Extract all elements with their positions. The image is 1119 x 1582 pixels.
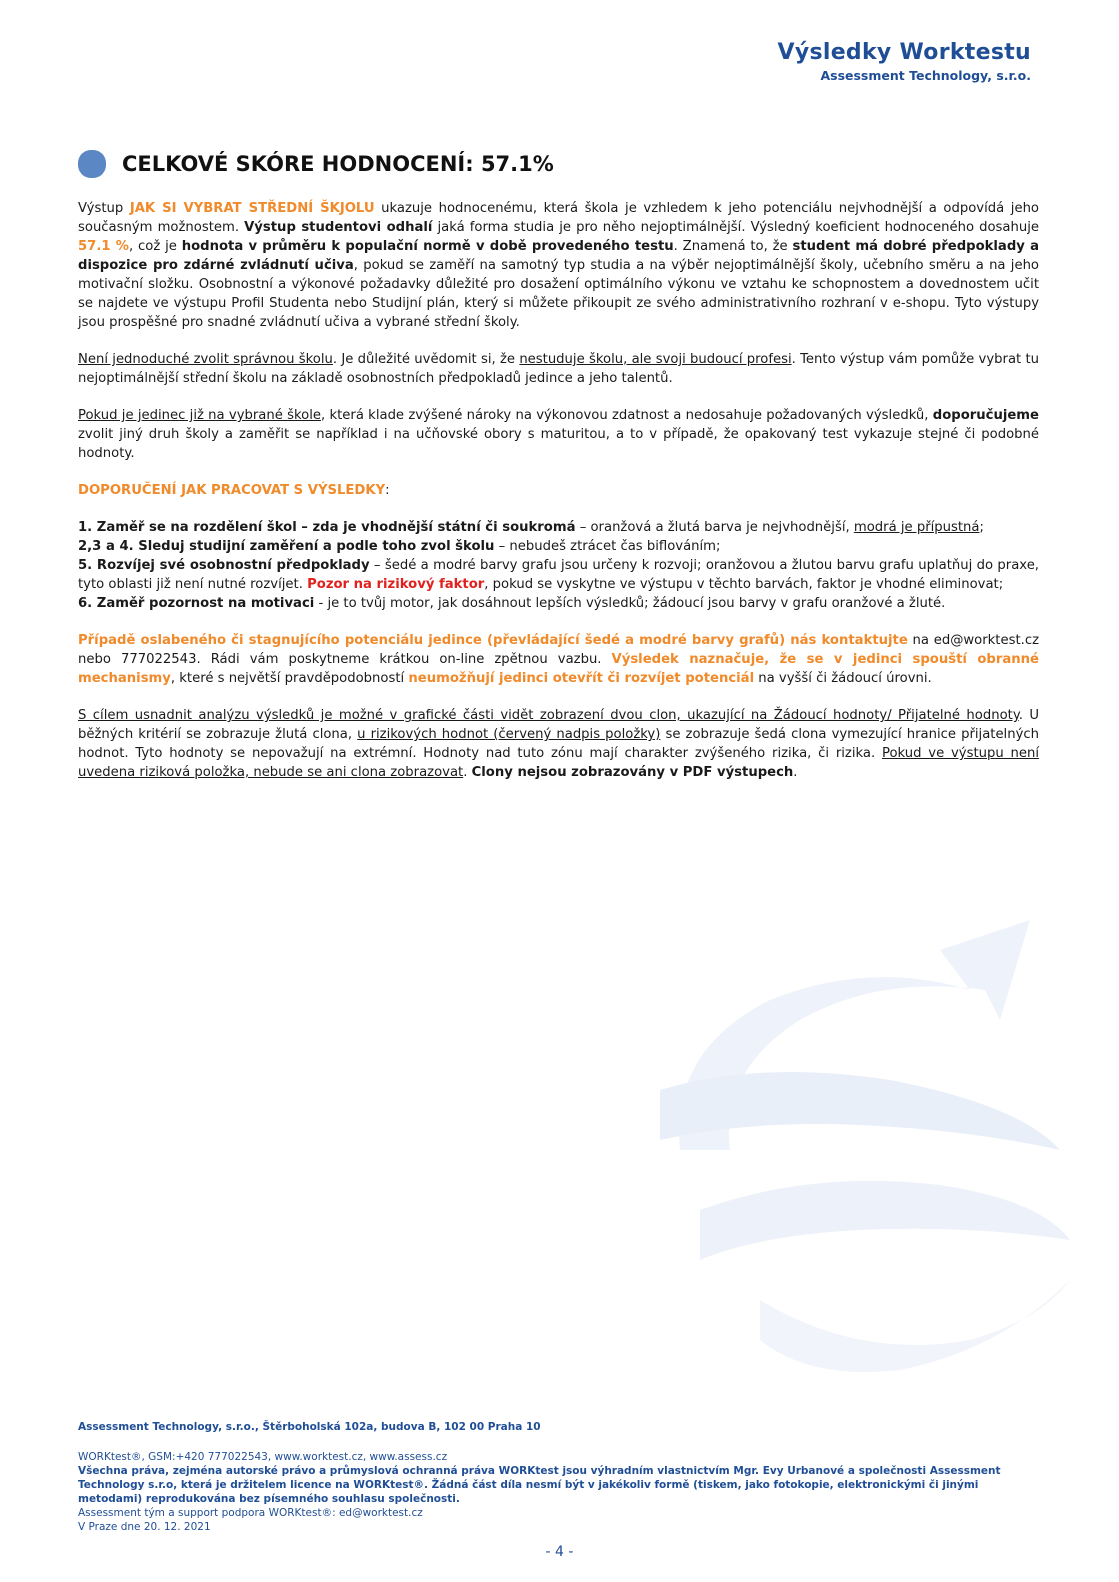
footer-rights: Všechna práva, zejména autorské právo a průmyslová ochranná práva WORKtest jsou výhradním vlastnictvím Mgr. Evy Urbanové a společnosti Assessment Technology s.r.o, která je držitelem licence na WORKtest®. Žádná část díla nesmí být v jakékoliv formě (tiskem, jako fotokopie, elektronickými či jinými metodami) reprodukována bez písemného souhlasu společnosti. [78, 1465, 1001, 1505]
company-name: Assessment Technology, s.r.o. [820, 68, 1031, 83]
risk-factor-warning: Pozor na rizikový faktor [307, 577, 485, 592]
output-name: JAK SI VYBRAT STŘEDNÍ ŠKJOLU [129, 201, 375, 216]
intro-paragraph: Výstup JAK SI VYBRAT STŘEDNÍ ŠKJOLU ukazuje hodnocenému, která škola je vzhledem k jeho potenciálu nejvhodnější a odpovídá jeho současným možnostem. Výstup studentovi odhalí jaká forma studia je pro něho nejoptimálnější. Výsledný koeficient hodnoceného dosahuje 57.1 %, což je hodnota v průměru k populační normě v době provedeného testu. Znamená to, že student má dobré předpoklady a dispozice pro zdárné zvládnutí učiva, pokud se zaměří na samotný typ studia a na výběr nejoptimálnější školy, učebního směru a na jeho motivační složku. Osobnostní a výkonové požadavky důležité pro dosažení optimálního výkonu ve vztahu ke schopnostem a dovednostem učit se najdete ve výstupu Profil Studenta nebo Studijní plán, který si můžete přikoupit ze svého administrativního rozhraní v e-shopu. Tyto výstupy jsou prospěšné pro snadné zvládnutí učiva a vybrané střední školy. [78, 201, 1039, 330]
recommendations-heading: DOPORUČENÍ JAK PRACOVAT S VÝSLEDKY: [78, 483, 390, 498]
bullet-dot-icon [78, 150, 106, 178]
footer-address: Assessment Technology, s.r.o., Štěrboholská 102a, budova B, 102 00 Praha 10 [78, 1421, 541, 1433]
report-title: Výsledky Worktestu [777, 40, 1031, 65]
score-heading: CELKOVÉ SKÓRE HODNOCENÍ: 57.1% [122, 152, 554, 176]
recommendation-paragraph: Pokud je jedinec již na vybrané škole, která klade zvýšené nároky na výkonovou zdatnost a nedosahuje požadovaných výsledků, doporučujeme zvolit jiný druh školy a zaměřit se například i na učňovské obory s maturitou, a to v případě, že opakovaný test vykazuje stejné či podobné hodnoty. [78, 408, 1039, 461]
footer-support: Assessment tým a support podpora WORKtest®: ed@worktest.cz [78, 1507, 423, 1519]
overlay-explanation-paragraph: S cílem usnadnit analýzu výsledků je možné v grafické části vidět zobrazení dvou clon, ukazující na Žádoucí hodnoty/ Přijatelné hodnoty. U běžných kritérií se zobrazuje žlutá clona, u rizikových hodnot (červený nadpis položky) se zobrazuje šedá clona vymezující hranice přijatelných hodnot. Tyto hodnoty se nepovažují na extrémní. Hodnoty nad tuto zónu mají charakter zvýšeného rizika, či rizika. Pokud ve výstupu není uvedena riziková položka, nebude se ani clona zobrazovat. Clony nejsou zobrazovány v PDF výstupech. [78, 708, 1040, 780]
recommendation-item-1: 1. Zaměř se na rozdělení škol – zda je vhodnější státní či soukromá – oranžová a žlutá barva je nejvhodnější, modrá je přípustná; [78, 520, 984, 535]
recommendation-item-3: 5. Rozvíjej své osobnostní předpoklady – šedé a modré barvy grafu jsou určeny k rozvoji; oranžovou a žlutou barvu grafu uplatňuj do praxe, tyto oblasti již není nutné rozvíjet. Pozor na rizikový faktor, pokud se vyskytne ve výstupu v těchto barvách, faktor je vhodné eliminovat; [78, 558, 1040, 592]
contact-paragraph: Případě oslabeného či stagnujícího potenciálu jedince (převládající šedé a modré barvy grafů) nás kontaktujte na ed@worktest.cz nebo 777022543. Rádi vám poskytneme krátkou on-line zpětnou vazbu. Výsledek naznačuje, že se v jedinci spouští obranné mechanismy, které s největší pravděpodobností neumožňují jedinci otevřít či rozvíjet potenciál na vyšší či žádoucí úrovni. [78, 633, 1039, 686]
footer-contact: WORKtest®, GSM:+420 777022543, www.worktest.cz, www.assess.cz [78, 1451, 448, 1463]
page-footer [78, 1420, 1038, 1534]
report-header [778, 40, 1032, 83]
school-choice-paragraph: Není jednoduché zvolit správnou školu. Je důležité uvědomit si, že nestuduje školu, ale svoji budoucí profesi. Tento výstup vám pomůže vybrat tu nejoptimálnější střední školu na základě osobnostních předpokladů jedince a jeho talentů. [78, 352, 1039, 386]
page-number: - 4 - [545, 1544, 574, 1560]
worktest-watermark-logo [640, 880, 1070, 1380]
report-body [78, 199, 1039, 800]
score-heading-row [78, 150, 554, 178]
footer-date: V Praze dne 20. 12. 2021 [78, 1521, 211, 1533]
recommendation-item-2: 2,3 a 4. Sleduj studijní zaměření a podle toho zvol školu – nebudeš ztrácet čas biflováním; [78, 539, 721, 554]
recommendation-item-4: 6. Zaměř pozornost na motivaci - je to tvůj motor, jak dosáhnout lepších výsledků; žádoucí jsou barvy v grafu oranžové a žluté. [78, 596, 946, 611]
coefficient-value: 57.1 % [78, 239, 129, 254]
